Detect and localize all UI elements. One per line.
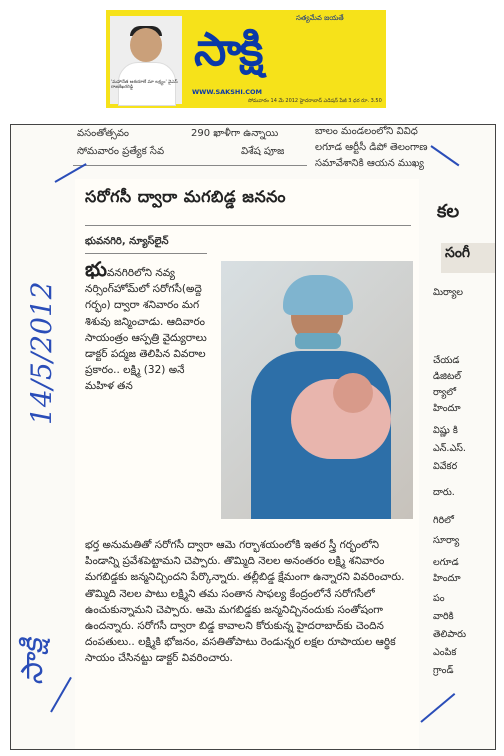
right-line: గిరిలో [433,515,454,526]
right-line: ఎంపిక [433,647,457,658]
right-line: లగూడ [433,557,459,568]
headline-rule [85,225,411,226]
byline-rule [85,253,207,254]
masthead-url: WWW.SAKSHI.COM [192,88,262,96]
top-right-line-3: సమావేశానికి ఆయన ముఖ్య [315,158,424,169]
right-line: వివేకర [433,461,458,472]
right-line: విష్ణు కి [433,425,458,436]
right-line: హిందూ [433,403,461,414]
photo-caption: 'మహానేత ఆశయాలే మా లక్ష్యం' వైఎస్ రాజశేఖరరెడ్డి [111,80,178,90]
doctor-with-baby-photo [221,261,413,519]
doctor-mask [295,333,341,349]
baby-face [333,373,373,413]
masthead-motto: సత్యమేవ జయతే [296,14,344,22]
story-text-narrow [85,257,215,395]
top-right-line-1: బాలం మండలంలోని వివిధ [315,126,418,137]
story-text-wide: భర్త అనుమతితో సరోగసీ ద్వారా ఆమె గర్భాశయంలోకి ఇతర స్త్రీ గర్భంలోని పిండాన్ని ప్రవేశపెట్టామని చెప్పారు. తొమ్మిది నెలల అనంతరం లక్ష్మి శనివారం మగబిడ్డకు జన్మనిచ్చిందని పేర్కొన్నారు. తల్లీబిడ్డ క్షేమంగా ఉన్నారని వివరించారు. తొమ్మిది నెలల పాటు లక్ష్మిని తమ సంతాన సాఫల్య కేంద్రంలోనే సరోగసీలో ఉంచుకున్నామని చెప్పారు. ఆమె మగబిడ్డకు జన్మనిచ్చినందుకు సంతోషంగా ఉందన్నారు. సరోగసీ ద్వారా బిడ్డ కావాలని కోరుకున్న హైదరాబాద్‌కు చెందిన దంపతులు.. లక్ష్మికి భోజనం, వసతితోపాటు రెండున్నర లక్షల రూపాయల ఆర్థిక సాయం చేసినట్టు డాక్టర్ వివరించారు. [85,539,405,665]
right-column [427,125,496,749]
news-story [75,179,419,749]
masthead [106,10,386,108]
top-left-line-1b: 290 ఖాళీగా ఉన్నాయి [191,128,279,139]
top-left-line-2b: విశేష పూజ [241,146,285,157]
photo-face [130,28,162,62]
right-line: దారు. [433,487,455,498]
right-line: తెలిపారు [433,629,467,640]
right-line: డిజిటల్ [433,371,462,382]
right-line: హిందూ [433,573,461,584]
right-line: వారికి [433,611,454,622]
right-line: పం [433,593,445,604]
dropcap: భు [85,257,107,281]
right-line: ర్యాలో [433,387,457,398]
masthead-logo: సాక్షి [194,22,262,76]
handwritten-paper-name: సాక్షి [15,638,50,685]
leader-photo [110,16,182,104]
right-headline-2: సంగీ [445,245,471,261]
right-line: ఎన్.ఎస్. [433,443,466,454]
masthead-dateline: సోమవారం 14 మే 2012 హైదరాబాద్ ఎడిషన్ పేజీ 3 ధర రూ. 3.50 [248,98,382,104]
top-left-line-2: సోమవారం ప్రత్యేక సేవ [77,146,165,157]
narrow-body: వనగిరిలోని నవ్య నర్సింగ్‌హోమ్‌లో సరోగసీ(అద్దె గర్భం) ద్వారా శనివారం మగ శిశువు జన్మించాడు. ఆదివారం సాయంత్రం ఆస్పత్రి వైద్యురాలు డాక్టర్ పద్మజ తెలిపిన వివరాల ప్రకారం.. లక్ష్మి (32) అనే మహిళ తన [85,267,207,393]
right-line: గ్రాండ్ [433,665,454,676]
story-byline: భువనగిరి, న్యూస్‌లైన్ [85,236,169,247]
story-headline: సరోగసీ ద్వారా మగబిడ్డ జననం [85,187,287,206]
right-line: చేయడ [433,355,460,366]
right-headline-1: కల [437,201,460,222]
right-line: మిర్యాల [433,287,464,298]
top-left-line-1: వసంతోత్సవం [77,128,129,139]
handwritten-date: 14/5/2012 [25,281,58,425]
right-line: సూర్యా [433,535,460,546]
newspaper-clipping [10,124,496,750]
divider-rule [73,165,307,166]
top-right-line-2: లగూడ ఆర్టీసీ డిపో తెలంగాణ [315,142,428,153]
